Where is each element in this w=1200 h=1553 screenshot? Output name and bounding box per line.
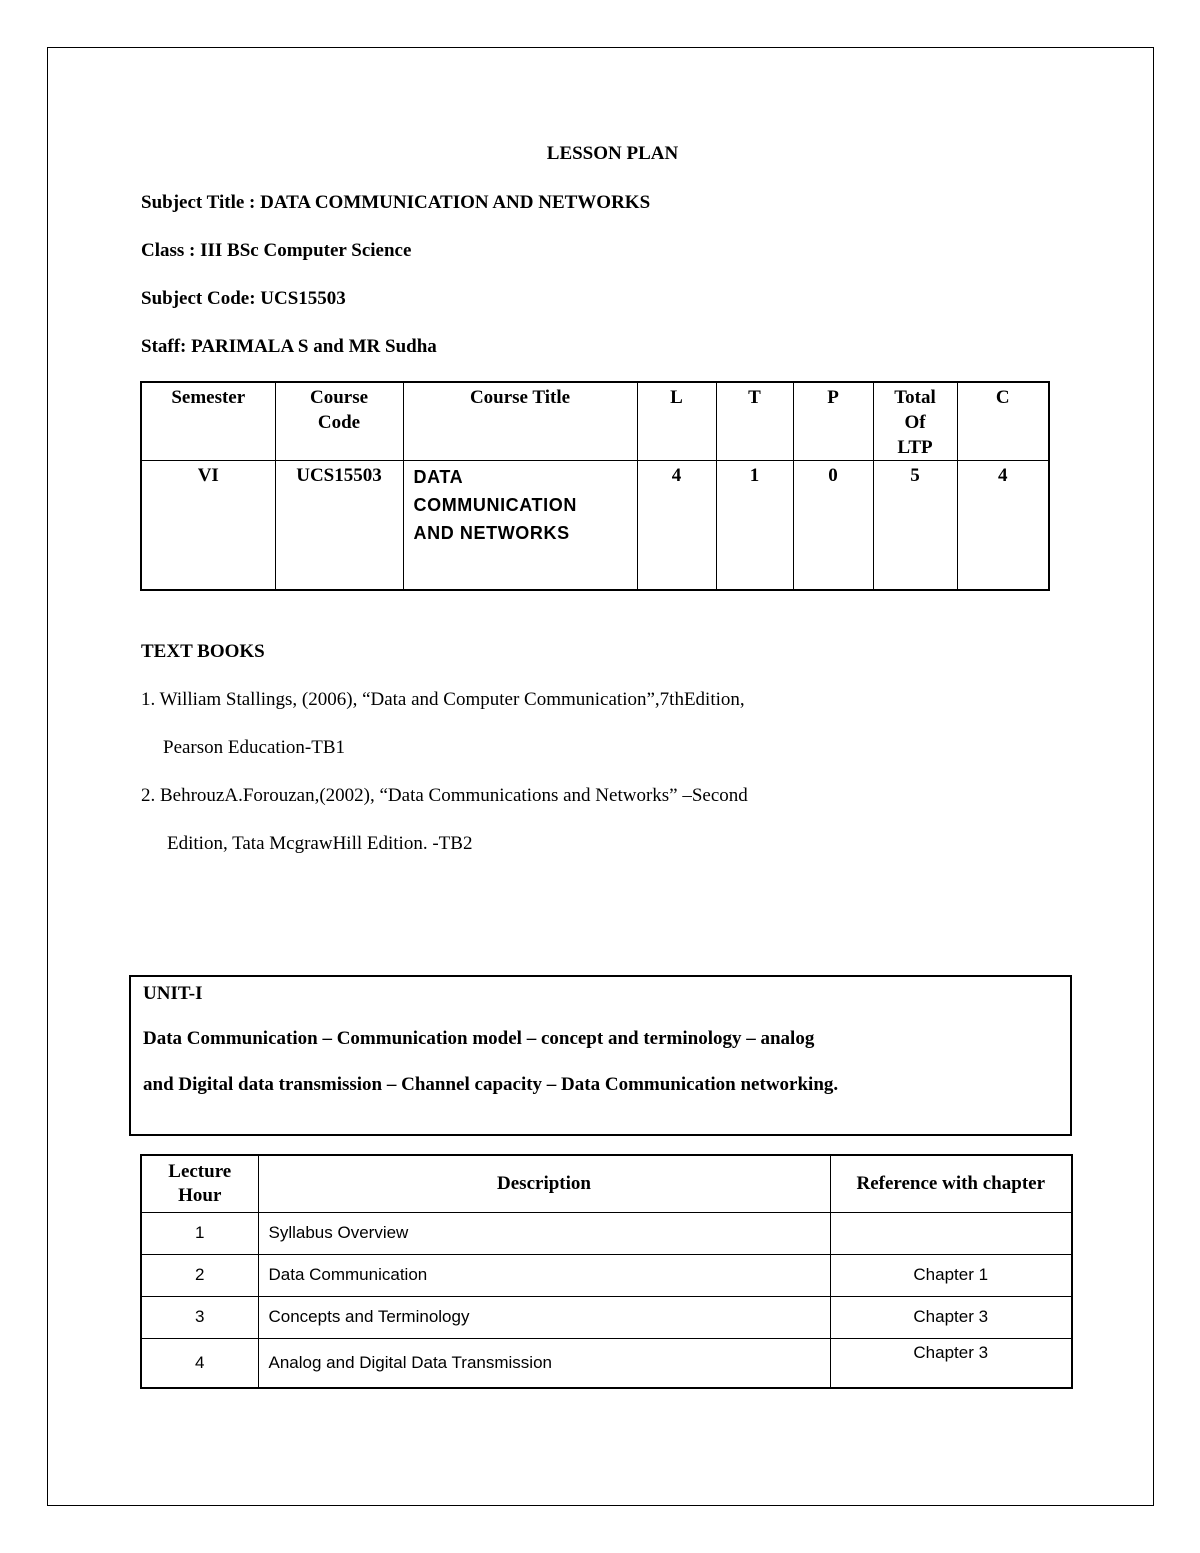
lecture-reference bbox=[830, 1212, 1072, 1254]
book1-line1: 1. William Stallings, (2006), “Data and Computer Communication”,7thEdition, bbox=[141, 689, 745, 710]
header-course-code-line2: Code bbox=[317, 412, 361, 433]
lecture-description: Data Communication bbox=[258, 1254, 830, 1296]
cell-semester: VI bbox=[141, 461, 275, 591]
header-lecture-hour bbox=[141, 1155, 258, 1212]
cell-c: 4 bbox=[957, 461, 1049, 591]
header-c: C bbox=[957, 382, 1049, 461]
header-course-title: Course Title bbox=[403, 382, 637, 461]
cell-l: 4 bbox=[637, 461, 716, 591]
lecture-hour: 1 bbox=[141, 1212, 258, 1254]
cell-total: 5 bbox=[873, 461, 957, 591]
course-title-line1: DATA bbox=[413, 467, 464, 487]
lecture-table bbox=[140, 1154, 1073, 1389]
lecture-description: Analog and Digital Data Transmission bbox=[258, 1338, 830, 1388]
table-row bbox=[141, 1296, 1072, 1338]
header-description: Description bbox=[258, 1155, 830, 1212]
table-row bbox=[141, 1338, 1072, 1388]
header-total-line3: LTP bbox=[897, 437, 933, 458]
course-table-row bbox=[141, 461, 1049, 591]
header-lecture-line1: Lecture bbox=[168, 1160, 232, 1182]
header-total-line2: Of bbox=[904, 412, 926, 433]
header-lecture-line2: Hour bbox=[178, 1184, 222, 1206]
book2-line2: Edition, Tata McgrawHill Edition. -TB2 bbox=[167, 833, 473, 854]
class-line: Class : III BSc Computer Science bbox=[141, 240, 412, 261]
lecture-reference: Chapter 3 bbox=[830, 1338, 1072, 1388]
course-table-header bbox=[141, 382, 1049, 461]
staff-line: Staff: PARIMALA S and MR Sudha bbox=[141, 336, 437, 357]
page-title: LESSON PLAN bbox=[546, 143, 679, 164]
cell-p: 0 bbox=[793, 461, 873, 591]
lecture-hour: 4 bbox=[141, 1338, 258, 1388]
header-course-code-line1: Course bbox=[309, 387, 369, 408]
text-books-heading: TEXT BOOKS bbox=[141, 641, 265, 662]
unit-line1: Data Communication – Communication model – concept and terminology – analog bbox=[143, 1028, 815, 1049]
unit-line2: and Digital data transmission – Channel capacity – Data Communication networking. bbox=[143, 1074, 839, 1095]
lecture-description: Concepts and Terminology bbox=[258, 1296, 830, 1338]
header-semester: Semester bbox=[141, 382, 275, 461]
subject-code: Subject Code: UCS15503 bbox=[141, 288, 346, 309]
table-row bbox=[141, 1212, 1072, 1254]
subject-title: Subject Title : DATA COMMUNICATION AND NETWORKS bbox=[141, 192, 651, 213]
unit-box bbox=[129, 975, 1072, 1136]
cell-course-code: UCS15503 bbox=[275, 461, 403, 591]
lecture-reference: Chapter 3 bbox=[830, 1296, 1072, 1338]
course-table bbox=[140, 381, 1050, 591]
lecture-description: Syllabus Overview bbox=[258, 1212, 830, 1254]
header-p: P bbox=[793, 382, 873, 461]
header-total-line1: Total bbox=[894, 387, 936, 408]
book1-line2: Pearson Education-TB1 bbox=[163, 737, 346, 758]
lecture-hour: 2 bbox=[141, 1254, 258, 1296]
unit-title: UNIT-I bbox=[143, 983, 203, 1004]
lecture-reference: Chapter 1 bbox=[830, 1254, 1072, 1296]
lecture-table-header bbox=[141, 1155, 1072, 1212]
header-l: L bbox=[637, 382, 716, 461]
header-course-code bbox=[275, 382, 403, 461]
course-title-line3: AND NETWORKS bbox=[413, 523, 570, 543]
course-title-line2: COMMUNICATION bbox=[413, 495, 577, 515]
cell-course-title bbox=[403, 461, 637, 591]
table-row bbox=[141, 1254, 1072, 1296]
book2-line1: 2. BehrouzA.Forouzan,(2002), “Data Communications and Networks” –Second bbox=[141, 785, 748, 806]
header-reference: Reference with chapter bbox=[830, 1155, 1072, 1212]
header-total-ltp bbox=[873, 382, 957, 461]
header-t: T bbox=[716, 382, 793, 461]
cell-t: 1 bbox=[716, 461, 793, 591]
lecture-hour: 3 bbox=[141, 1296, 258, 1338]
